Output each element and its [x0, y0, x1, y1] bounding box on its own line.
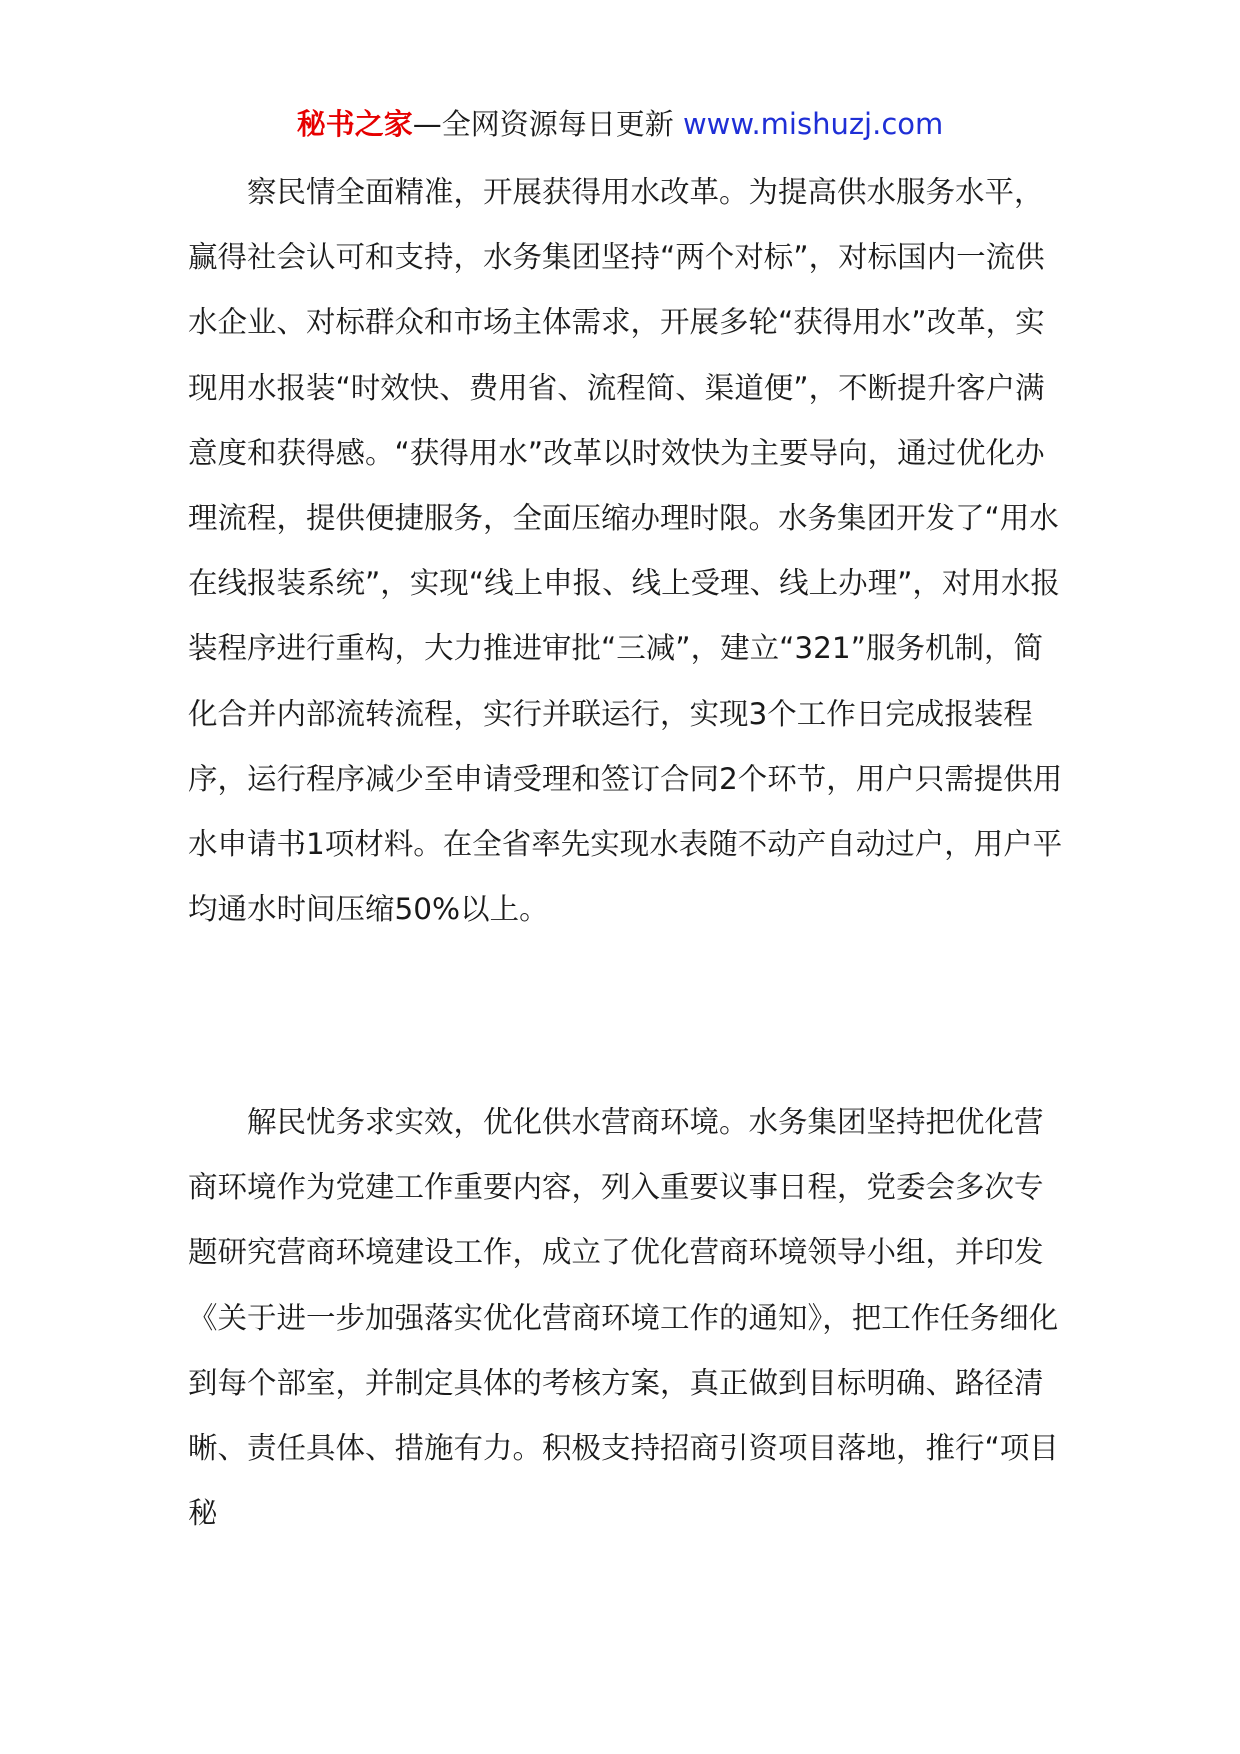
- body-paragraph-2: 解民忧务求实效，优化供水营商环境。水务集团坚持把优化营商环境作为党建工作重要内容，列入重要议事日程，党委会多次专题研究营商环境建设工作，成立了优化营商环境领导小组，并印发《关于进一步加强落实优化营商环境工作的通知》，把工作任务细化到每个部室，并制定具体的考核方案，真正做到目标明确、路径清晰、责任具体、措施有力。积极支持招商引资项目落地，推行“项目秘: [188, 1105, 1059, 1531]
- page-header: [0, 104, 1240, 144]
- brand-name: 秘书之家: [296, 107, 413, 141]
- header-slogan: —全网资源每日更新: [412, 107, 683, 141]
- website-link[interactable]: www.mishuzj.com: [682, 107, 944, 141]
- body-paragraph-1: 察民情全面精准，开展获得用水改革。为提高供水服务水平，赢得社会认可和支持，水务集团坚持“两个对标”，对标国内一流供水企业、对标群众和市场主体需求，开展多轮“获得用水”改革，实现用水报装“时效快、费用省、流程简、渠道便”，不断提升客户满意度和获得感。“获得用水”改革以时效快为主要导向，通过优化办理流程，提供便捷服务，全面压缩办理时限。水务集团开发了“用水在线报装系统”，实现“线上申报、线上受理、线上办理”，对用水报装程序进行重构，大力推进审批“三减”，建立“321”服务机制，简化合并内部流转流程，实行并联运行，实现3个工作日完成报装程序，运行程序减少至申请受理和签订合同2个环节，用户只需提供用水申请书1项材料。在全省率先实现水表随不动产自动过户，用户平均通水时间压缩50%以上。: [188, 175, 1063, 927]
